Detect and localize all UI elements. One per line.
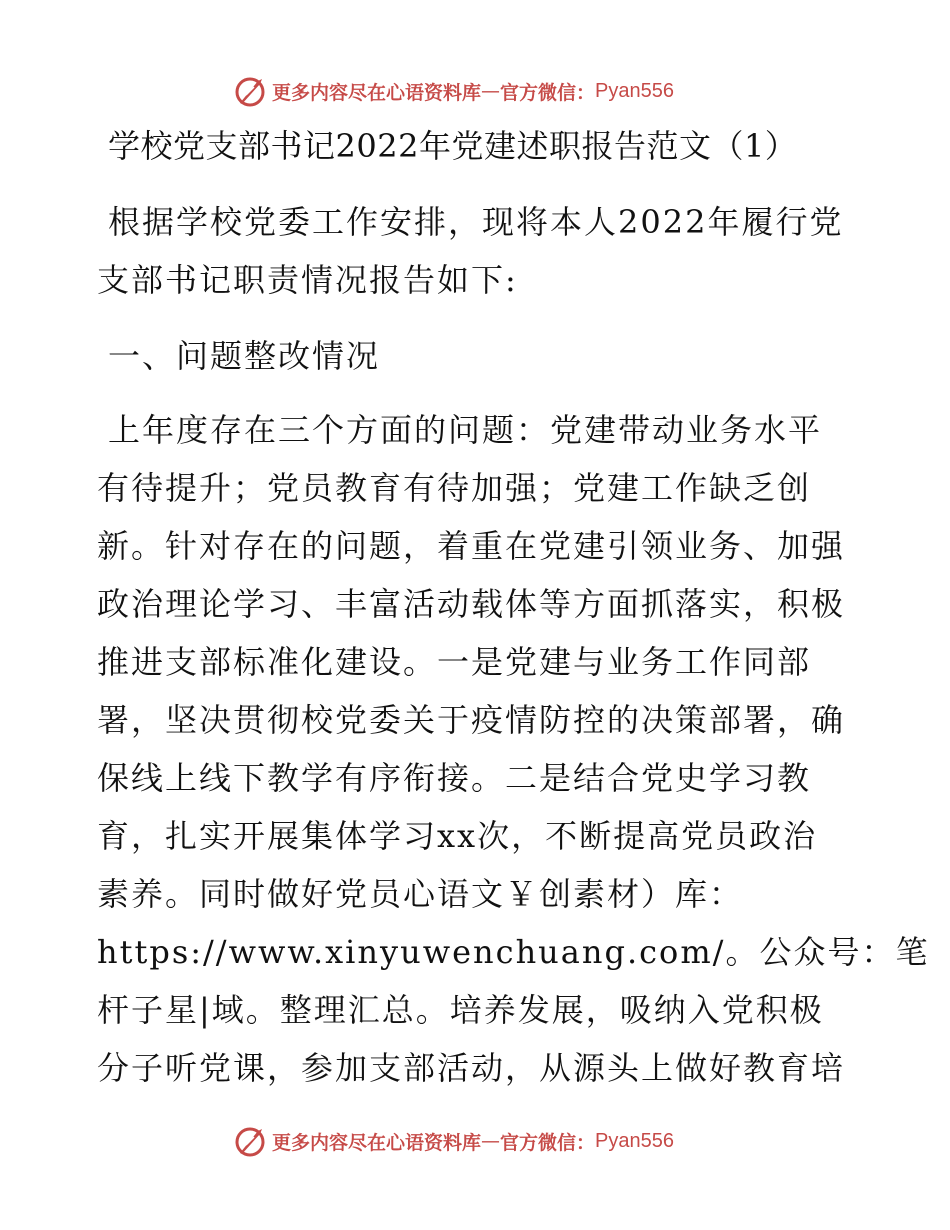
banner-wechat-id: Pyan556	[595, 79, 674, 102]
banner-wechat-id: Pyan556	[595, 1129, 674, 1152]
quill-pen-circle-icon	[232, 1123, 268, 1159]
body-line: 育，扎实开展集体学习xx次，不断提高党员政治	[97, 817, 818, 855]
body-line: 署，坚决贯彻校党委关于疫情防控的决策部署，确	[97, 701, 846, 739]
body-line: 素养。同时做好党员心语文￥创素材）库：	[97, 875, 744, 913]
banner-separator: —	[481, 1130, 501, 1152]
quill-pen-circle-icon	[232, 73, 268, 109]
banner-slogan: 更多内容尽在心语资料库	[272, 1131, 482, 1154]
body-line: 根据学校党委工作安排，现将本人2022年履行党	[108, 203, 844, 241]
document-title: 学校党支部书记2022年党建述职报告范文（1）	[108, 127, 798, 165]
body-line: 保线上线下教学有序衔接。二是结合党史学习教	[97, 759, 812, 797]
body-line: 有待提升；党员教育有待加强；党建工作缺乏创	[97, 469, 812, 507]
banner-wechat-label: 官方微信：	[500, 81, 596, 104]
banner-wechat-label: 官方微信：	[500, 1131, 596, 1154]
footer-banner	[232, 1121, 674, 1161]
body-line: 政治理论学习、丰富活动载体等方面抓落实，积极	[97, 585, 846, 623]
section-heading: 一、问题整改情况	[108, 337, 381, 375]
body-line: 分子听党课，参加支部活动，从源头上做好教育培	[97, 1049, 846, 1087]
body-line: 推进支部标准化建设。一是党建与业务工作同部	[97, 643, 812, 681]
body-line: 杆子星|域。整理汇总。培养发展，吸纳入党积极	[97, 991, 824, 1029]
banner-separator: —	[481, 80, 501, 102]
body-line-url: https://www.xinyuwenchuang.com/。公众号：笔	[97, 933, 930, 971]
banner-slogan: 更多内容尽在心语资料库	[272, 81, 482, 104]
header-banner	[232, 71, 674, 111]
body-line: 上年度存在三个方面的问题：党建带动业务水平	[108, 411, 823, 449]
body-line: 支部书记职责情况报告如下:	[97, 261, 518, 299]
body-line: 新。针对存在的问题，着重在党建引领业务、加强	[97, 527, 846, 565]
